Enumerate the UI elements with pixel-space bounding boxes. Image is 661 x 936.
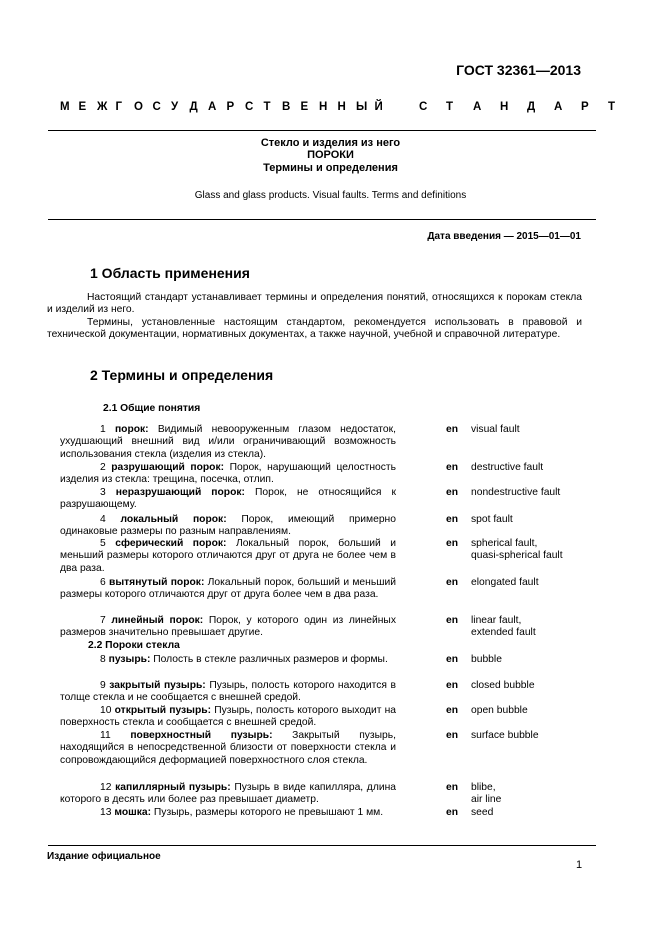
banner-letter: М xyxy=(60,101,70,113)
language-code: en xyxy=(446,538,459,549)
language-code: en xyxy=(446,705,459,716)
banner-letter: А xyxy=(554,101,563,113)
term-number: 5 xyxy=(100,538,106,549)
term-definition xyxy=(60,514,396,539)
banner-letter: С xyxy=(152,101,161,113)
title-line-3: Термины и определения xyxy=(263,162,398,174)
term-text: Пузырь, полость которого находится в толще стекла и не сообщается с внешней средой. xyxy=(60,680,396,704)
term-definition xyxy=(60,538,396,575)
banner-letter: Е xyxy=(300,101,309,113)
banner-letter: Н xyxy=(319,101,328,113)
language-code: en xyxy=(446,730,459,741)
subsection-2-2-heading: 2.2 Пороки стекла xyxy=(88,640,180,651)
banner-letter: У xyxy=(171,101,179,113)
term-text: Пузырь в виде капилляра, длина которого в десять или более раз превышает диаметр. xyxy=(60,782,396,806)
banner-letter: В xyxy=(282,101,291,113)
banner-letter: Д xyxy=(189,101,198,113)
english-term-line: blibe, xyxy=(471,782,496,793)
term-number: 6 xyxy=(100,577,106,588)
banner-letter: Д xyxy=(527,101,536,113)
term-number: 9 xyxy=(100,680,106,691)
english-term-line: spherical fault, xyxy=(471,538,538,549)
banner-letter: Ы xyxy=(356,101,368,113)
language-code: en xyxy=(446,487,459,498)
term-number: 3 xyxy=(100,487,106,498)
banner-letter: Н xyxy=(337,101,346,113)
english-term-line: surface bubble xyxy=(471,730,539,741)
term-definition xyxy=(60,577,396,602)
banner-letter: Г xyxy=(115,101,123,113)
english-equivalent xyxy=(471,424,520,436)
banner-letter: А xyxy=(208,101,217,113)
english-term-line: closed bubble xyxy=(471,680,535,691)
title-rule xyxy=(48,219,596,220)
term-name: разрушающий порок: xyxy=(111,462,225,473)
banner-letter: С xyxy=(419,101,428,113)
section-1-paragraph-1: Настоящий стандарт устанавливает термины и определения понятий, относящихся к порокам стекла и изделий из него. xyxy=(47,292,582,316)
term-definition xyxy=(60,487,396,512)
term-name: вытянутый порок: xyxy=(109,577,205,588)
language-code: en xyxy=(446,807,459,818)
english-equivalent xyxy=(471,514,513,526)
english-equivalent xyxy=(471,538,563,563)
language-code: en xyxy=(446,654,459,665)
english-equivalent xyxy=(471,654,502,666)
language-code: en xyxy=(446,514,459,525)
title-english: Glass and glass products. Visual faults. Terms and definitions xyxy=(194,190,467,201)
english-equivalent xyxy=(471,782,501,807)
term-name: порок: xyxy=(114,424,149,435)
term-text: Пузырь, размеры которого не превышают 1 мм. xyxy=(153,807,384,818)
term-name: пузырь: xyxy=(108,654,151,665)
banner-letter: Т xyxy=(263,101,271,113)
term-definition xyxy=(60,730,396,767)
english-term-line: open bubble xyxy=(471,705,528,716)
standard-id: ГОСТ 32361—2013 xyxy=(456,62,581,78)
english-equivalent xyxy=(471,807,493,819)
term-name: линейный порок: xyxy=(111,615,204,626)
banner-letter: Т xyxy=(608,101,616,113)
section-2-heading: 2 Термины и определения xyxy=(90,367,274,383)
english-term-line: nondestructive fault xyxy=(471,487,561,498)
term-name: сферический порок: xyxy=(115,538,227,549)
section-1-paragraph-2: Термины, установленные настоящим стандартом, рекомендуется использовать в правовой и технической документации, нормативных документах, а также научной, учебной и справочной литературе. xyxy=(47,316,582,341)
term-text: Порок, имеющий примерно одинаковые размеры по разным направлениям. xyxy=(60,514,396,538)
english-term-line: seed xyxy=(471,807,494,818)
term-name: мошка: xyxy=(114,807,152,818)
header-rule xyxy=(48,130,596,131)
banner-letter: О xyxy=(134,101,143,113)
term-name: открытый пузырь: xyxy=(114,705,212,716)
term-number: 10 xyxy=(100,705,112,716)
term-text: Локальный порок, больший и меньший размеры которого отличаются друг от друга более чем в два раза. xyxy=(60,577,396,601)
banner-letter: Ж xyxy=(97,101,108,113)
term-definition xyxy=(60,705,396,730)
term-number: 4 xyxy=(100,514,106,525)
banner-letter: Е xyxy=(78,101,87,113)
term-text: Пузырь, полость которого выходит на поверхность стекла и сообщается с внешней средой. xyxy=(60,705,396,729)
english-equivalent xyxy=(471,462,543,474)
term-number: 11 xyxy=(100,730,111,741)
language-code: en xyxy=(446,782,459,793)
english-equivalent xyxy=(471,730,539,742)
term-number: 12 xyxy=(100,782,112,793)
term-number: 13 xyxy=(100,807,112,818)
term-name: локальный порок: xyxy=(120,514,227,525)
introduction-date: Дата введения — 2015—01—01 xyxy=(427,231,581,242)
interstate-standard-banner xyxy=(60,101,616,115)
term-text: Закрытый пузырь, находящийся в непосредственной близости от поверхности стекла и сопровождающийся деформацией поверхностного слоя стекла. xyxy=(60,730,396,766)
term-definition xyxy=(60,782,396,807)
banner-letter: С xyxy=(245,101,254,113)
english-term-line: linear fault, xyxy=(471,615,522,626)
term-name: закрытый пузырь: xyxy=(109,680,206,691)
language-code: en xyxy=(446,680,459,691)
term-definition xyxy=(60,680,396,705)
term-number: 8 xyxy=(100,654,106,665)
term-definition xyxy=(60,615,396,640)
term-number: 2 xyxy=(100,462,106,473)
language-code: en xyxy=(446,577,459,588)
english-term-line: air line xyxy=(471,794,502,806)
banner-letter: Й xyxy=(374,101,383,113)
banner-letter: Н xyxy=(500,101,509,113)
section-1-heading: 1 Область применения xyxy=(90,265,250,281)
term-definition xyxy=(60,424,396,461)
english-term-line: quasi-spherical fault xyxy=(471,550,563,562)
term-number: 7 xyxy=(100,615,106,626)
page-number: 1 xyxy=(576,859,583,871)
term-text: Полость в стекле различных размеров и формы. xyxy=(153,654,388,665)
term-definition xyxy=(60,462,396,487)
title-line-1: Стекло и изделия из него xyxy=(260,137,401,149)
language-code: en xyxy=(446,462,459,473)
term-text: Порок, не относящийся к разрушающему. xyxy=(60,487,396,511)
term-number: 1 xyxy=(100,424,106,435)
term-name: неразрушающий порок: xyxy=(115,487,245,498)
banner-letter: А xyxy=(473,101,482,113)
language-code: en xyxy=(446,424,459,435)
term-text: Порок, у которого один из линейных размеров значительно превышает другие. xyxy=(60,615,396,639)
english-equivalent xyxy=(471,705,528,717)
banner-letter: Р xyxy=(581,101,589,113)
banner-letter: Т xyxy=(446,101,454,113)
english-equivalent xyxy=(471,680,535,692)
term-definition xyxy=(60,654,396,666)
term-text: Видимый невооруженным глазом недостаток, ухудшающий внешний вид и/или ограничивающий возможность использования стекла (изделия из стекла). xyxy=(60,424,396,460)
english-term-line: destructive fault xyxy=(471,462,544,473)
section-1-body xyxy=(47,292,582,342)
english-term-line: spot fault xyxy=(471,514,513,525)
term-text: Локальный порок, больший и меньший размеры которого отличаются друг от друга не более чем в два раза. xyxy=(60,538,396,574)
english-term-line: elongated fault xyxy=(471,577,539,588)
term-definition xyxy=(60,807,396,819)
subsection-2-1-heading: 2.1 Общие понятия xyxy=(103,403,201,414)
footer-rule xyxy=(48,845,596,846)
english-term-line: visual fault xyxy=(471,424,520,435)
english-equivalent xyxy=(471,615,536,640)
term-name: поверхностный пузырь: xyxy=(130,730,273,741)
english-term-line: extended fault xyxy=(471,627,536,639)
title-line-2: ПОРОКИ xyxy=(307,149,354,161)
banner-letter: Р xyxy=(226,101,235,113)
term-text: Порок, нарушающий целостность изделия из стекла: трещина, посечка, отлип. xyxy=(60,462,396,486)
term-name: капиллярный пузырь: xyxy=(115,782,231,793)
edition-label: Издание официальное xyxy=(47,851,161,862)
english-term-line: bubble xyxy=(471,654,502,665)
language-code: en xyxy=(446,615,459,626)
english-equivalent xyxy=(471,577,539,589)
english-equivalent xyxy=(471,487,560,499)
